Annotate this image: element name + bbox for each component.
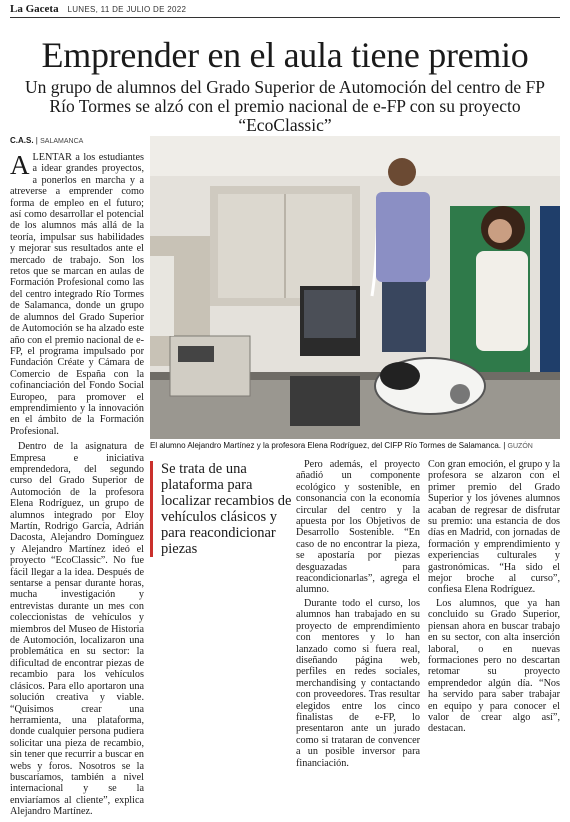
paragraph: Los alumnos, que ya han concluido su Grado Superior, piensan ahora en buscar trabajo en su sector, con alta inserción laboral, o en nuevas formaciones pero no descartan retomar su proyecto emprendedor algún día. “Nos ha servido para saber trabajar en equipo y para conocer el valor de crear algo así”, destacan.	[428, 597, 560, 735]
newspaper-brand: La Gaceta	[10, 3, 59, 15]
photo-caption: El alumno Alejandro Martínez y la profesora Elena Rodríguez, del CIFP Río Tormes de Salamanca. | GUZÓN	[150, 441, 533, 450]
byline: C.A.S. | SALAMANCA	[10, 136, 84, 145]
article-title: Emprender en el aula tiene premio	[41, 35, 529, 75]
lead-text: LENTAR a los estudiantes a idear grandes proyectos, a ponerlos en marcha y a atreverse a emprender como forma de empleo en el futuro; así como desarrollar el potencial de los alumnos más allá de la teoría, impulsar sus habilidades y mejorar sus resultados ante el mercado de trabajo. Son los retos que se marcan en aulas de Formación Profesional como las del centro integrado Río Tormes de Salamanca, donde un grupo de alumnos del Grado Superior de Automoción se ha alzado este año con el premio nacional de e-FP, el programa impulsado por Fundación Créate y Cámara de Comercio de España con la cofinanciación del Fondo Social Europeo, para promover el emprendimiento y la innovación en el ámbito de la Formación Profesional.	[10, 152, 144, 437]
body-column-1	[10, 152, 144, 822]
body-column-2	[296, 459, 420, 771]
body-column-3	[428, 459, 560, 737]
location: SALAMANCA	[40, 138, 84, 145]
author: C.A.S.	[10, 136, 34, 145]
page-header	[10, 3, 186, 15]
article-photo	[150, 136, 560, 439]
paragraph: Durante todo el curso, los alumnos han trabajado en su proyecto de emprendimiento con mentores y lo han lanzado como si fuera real, diseñando página web, perfiles en redes sociales, merchandising y contactando con proveedores. Tras resultar elegidos entre los cinco finalistas de e-FP, lo presentaron ante un jurado como si trataran de convencer a un posible inversor para financiación.	[296, 597, 420, 769]
photo-credit: GUZÓN	[507, 443, 533, 450]
header-rule	[10, 17, 560, 18]
drop-cap: A	[10, 150, 30, 180]
caption-text: El alumno Alejandro Martínez y la profesora Elena Rodríguez, del CIFP Río Tormes de Salamanca.	[150, 441, 501, 450]
paragraph: Pero además, el proyecto añadió un componente ecológico y sostenible, en consonancia con la economía circular del centro y la apuesta por los Objetivos de Desarrollo Sostenible. “En caso de no encontrar la pieza, se apostaría por piezas desguazadas para reacondicionarlas”, agrega el alumno.	[296, 459, 420, 596]
issue-date: LUNES, 11 DE JULIO DE 2022	[67, 5, 187, 14]
paragraph: Dentro de la asignatura de Empresa e iniciativa emprendedora, del segundo curso del Grado Superior de Automoción de la profesora Elena Rodríguez, un grupo de alumnos integrado por Eloy Martín, Rodrigo García, Adrián Dacosta, Alejandro Domínguez y Alejandro Martínez ideó el proyecto “EcoClassic”. No fue fácil llegar a la idea. Después de sentarse a pensar durante horas, mucha investigación y entrevistas durante un mes con coleccionistas de vehículos y miembros del Museo de Historia de Automoción, localizaron una problemática en su sector: la dificultad de encontrar piezas de recambio para los vehículos clásicos. Para ello aportaron una solución creativa y viable. “Quisimos crear una herramienta, una plataforma, donde cualquier persona pudiera solicitar una pieza de recambio, sin tener que recurrir a buscar en webs y foros. Nosotros se la buscaríamos, también a nivel internacional y se la enviaríamos al cliente”, explica Alejandro Martínez.	[10, 441, 144, 818]
pull-quote: Se trata de una plataforma para localizar recambios de vehículos clásicos y para reacondicionar piezas	[150, 461, 296, 557]
article-subtitle: Un grupo de alumnos del Grado Superior de Automoción del centro de FP Río Tormes se alzó con el premio nacional de e-FP con su proyecto “EcoClassic”	[24, 77, 546, 135]
lead-paragraph	[10, 152, 144, 437]
paragraph: Con gran emoción, el grupo y la profesora se alzaron con el primer premio del Grado Superior y los jóvenes alumnos acaban de regresar de disfrutar su premio: una estancia de dos días en Madrid, con jornadas de formación y emprendimiento y experiencias culturales y gastronómicas. “Ha sido el mejor broche al curso”, confiesa Elena Rodríguez.	[428, 459, 560, 596]
workshop-photo-illustration	[150, 136, 560, 439]
